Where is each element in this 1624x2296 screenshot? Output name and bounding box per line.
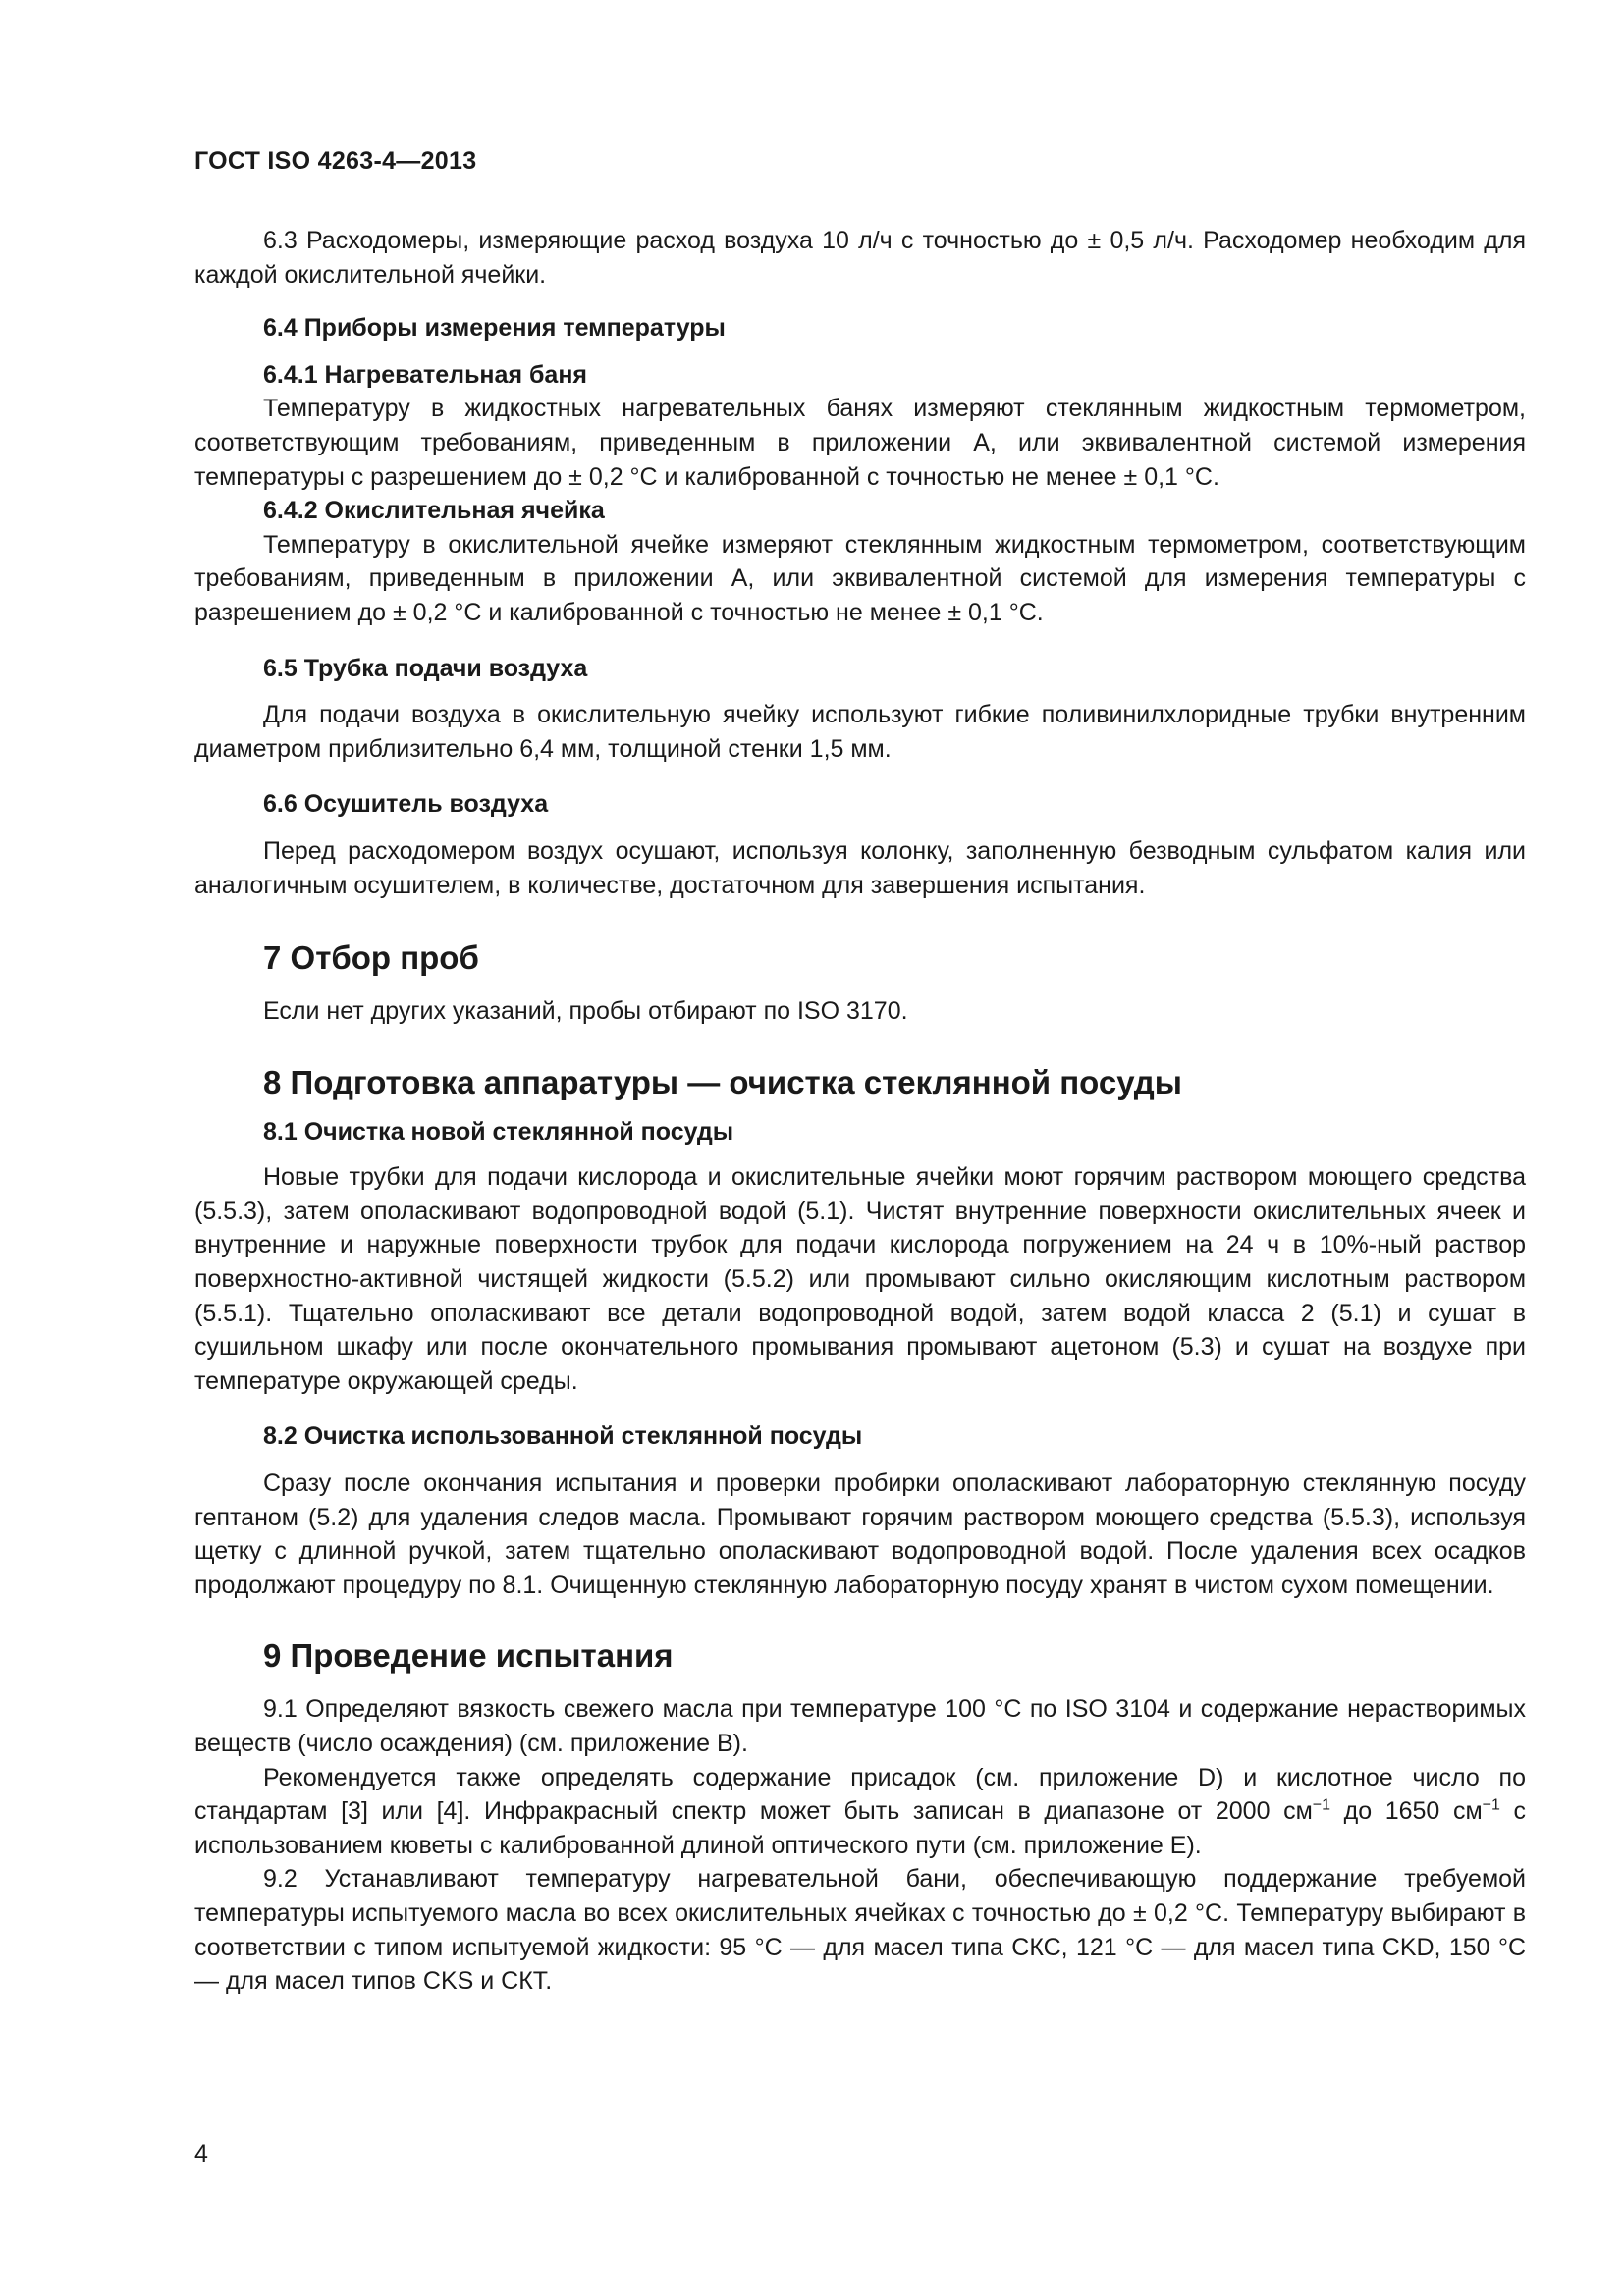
heading-9: 9 Проведение испытания	[263, 1637, 674, 1675]
paragraph-6-5: Для подачи воздуха в окислительную ячейку используют гибкие поливинилхлоридные трубки внутренним диаметром приблизительно 6,4 мм, толщиной стенки 1,5 мм.	[194, 701, 1526, 763]
heading-8: 8 Подготовка аппаратуры — очистка стеклянной посуды	[263, 1063, 1182, 1100]
paragraph-6-3: 6.3 Расходомеры, измеряющие расход воздуха 10 л/ч с точностью до ± 0,5 л/ч. Расходомер необходим для каждой окислительной ячейки.	[194, 227, 1526, 289]
heading-8-1: 8.1 Очистка новой стеклянной посуды	[263, 1117, 734, 1146]
paragraph-9-1-recommendation	[194, 1761, 1526, 1863]
document-code-header: ГОСТ ISO 4263-4—2013	[194, 147, 477, 175]
paragraph-8-2: Сразу после окончания испытания и проверки пробирки ополаскивают лабораторную стеклянную посуду гептаном (5.2) для удаления следов масла. Промывают горячим раствором моющего средства (5.5.3), используя щетку с длинной ручкой, затем тщательно ополаскивают водопроводной водой. После удаления всех осадков продолжают процедуру по 8.1. Очищенную стеклянную лабораторную посуду хранят в чистом сухом помещении.	[194, 1469, 1526, 1599]
heading-6-6: 6.6 Осушитель воздуха	[263, 790, 549, 819]
text-span: с использованием кюветы с калиброванной длиной оптического пути (см. приложение Е).	[194, 1797, 1526, 1859]
heading-8-2: 8.2 Очистка использованной стеклянной посуды	[263, 1422, 863, 1451]
page-number: 4	[194, 2140, 208, 2167]
paragraph-7: Если нет других указаний, пробы отбирают по ISO 3170.	[263, 997, 908, 1026]
page-content	[194, 224, 1526, 1999]
superscript: −1	[1312, 1796, 1331, 1814]
heading-6-4-2: 6.4.2 Окислительная ячейка	[263, 497, 605, 525]
paragraph-8-1: Новые трубки для подачи кислорода и окислительные ячейки моют горячим раствором моющего средства (5.5.3), затем ополаскивают водопроводной водой (5.1). Чистят внутренние поверхности окислительных ячеек и внутренние и наружные поверхности трубок для подачи кислорода погружением на 24 ч в 10%-ный раствор поверхностно-активной чистящей жидкости (5.5.2) или промывают сильно окисляющим кислотным раствором (5.5.1). Тщательно ополаскивают все детали водопроводной водой, затем водой класса 2 (5.1) и сушат в сушильном шкафу или после окончательного промывания промывают ацетоном (5.3) и сушат на воздухе при температуре окружающей среды.	[194, 1163, 1526, 1395]
paragraph-6-4-2: Температуру в окислительной ячейке измеряют стеклянным жидкостным термометром, соответствующим требованиям, приведенным в приложении А, или эквивалентной системой для измерения температуры с разрешением до ± 0,2 °С и калиброванной с точностью не менее ± 0,1 °С.	[194, 530, 1526, 626]
heading-7: 7 Отбор проб	[263, 939, 479, 977]
text-span: Рекомендуется также определять содержание присадок (см. приложение D) и кислотное число по стандартам [3] или [4]. Инфракрасный спектр может быть записан в диапазоне от 2000 см	[194, 1763, 1526, 1826]
heading-6-5: 6.5 Трубка подачи воздуха	[263, 654, 588, 682]
heading-6-4-1: 6.4.1 Нагревательная баня	[263, 360, 588, 389]
superscript: −1	[1482, 1796, 1500, 1814]
text-span: до 1650 см	[1330, 1797, 1483, 1826]
paragraph-6-6: Перед расходомером воздух осушают, используя колонку, заполненную безводным сульфатом калия или аналогичным осушителем, в количестве, достаточном для завершения испытания.	[194, 836, 1526, 899]
paragraph-9-2: 9.2 Устанавливают температуру нагревательной бани, обеспечивающую поддержание требуемой температуры испытуемого масла во всех окислительных ячейках с точностью до ± 0,2 °С. Температуру выбирают в соответствии с типом испытуемой жидкости: 95 °С — для масел типа СКС, 121 °С — для масел типа CKD, 150 °С — для масел типов CKS и СКТ.	[194, 1865, 1526, 1996]
paragraph-6-4-1: Температуру в жидкостных нагревательных банях измеряют стеклянным жидкостным термометром, соответствующим требованиям, приведенным в приложении А, или эквивалентной системой измерения температуры с разрешением до ± 0,2 °С и калиброванной с точностью не менее ± 0,1 °С.	[194, 395, 1526, 491]
heading-6-4: 6.4 Приборы измерения температуры	[263, 314, 726, 343]
paragraph-9-1: 9.1 Определяют вязкость свежего масла при температуре 100 °С по ISO 3104 и содержание нерастворимых веществ (число осаждения) (см. приложение В).	[194, 1695, 1526, 1757]
